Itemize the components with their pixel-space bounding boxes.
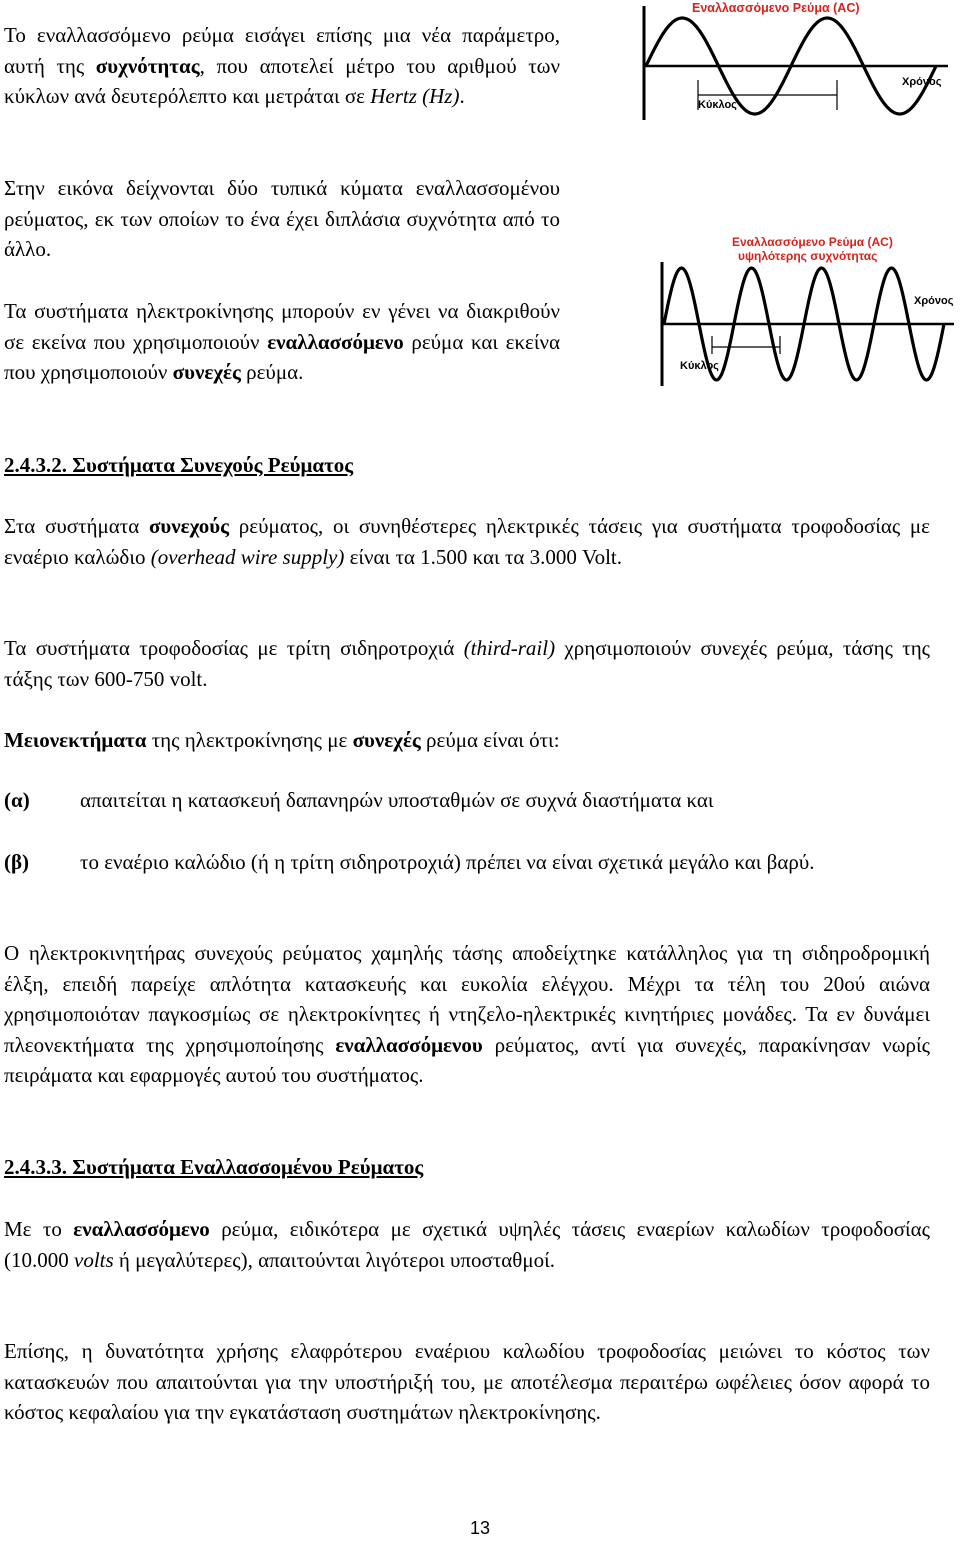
section-heading-ac: 2.4.3.3. Συστήματα Εναλλασσομένου Ρεύματος bbox=[4, 1155, 424, 1179]
ac-high-frequency-subtitle: υψηλότερης συχνότητας bbox=[738, 249, 878, 263]
dc-paragraph-history: Ο ηλεκτροκινητήρας συνεχούς ρεύματος χαμηλής τάσης αποδείχτηκε κατάλληλος για τη σιδηροδρομική έλξη, επειδή παρείχε απλότητα κατασκευής και ευκολία ελέγχου. Μέχρι τα τέλη του 20ού αιώνα χρησιμοποιόταν παγκοσμίως σε ηλεκτροκίνητες ή ντηζελο-ηλεκτρικές κινητήριες μονάδες. Τα εν δυνάμει πλεονεκτήματα της χρησιμοποίησης εναλλασσόμενου ρεύματος, αντί για συνεχές, παρακίνησαν νωρίς πειράματα και εφαρμογές αυτού του συστήματος. bbox=[4, 941, 930, 1087]
ac-high-frequency-title: Εναλλασσόμενο Ρεύμα (AC) bbox=[732, 235, 893, 249]
ac-wave-figure bbox=[640, 0, 960, 122]
intro-paragraph-frequency: Το εναλλασσόμενο ρεύμα εισάγει επίσης μια νέα παράμετρο, αυτή της συχνότητας, που αποτελεί μέτρο του αριθμού των κύκλων ανά δευτερόλεπτο και μετράται σε Hertz (Hz). bbox=[4, 23, 560, 108]
list-label-a: (α) bbox=[4, 788, 30, 812]
intro-paragraph-systems: Τα συστήματα ηλεκτροκίνησης μπορούν εν γένει να διακριθούν σε εκείνα που χρησιμοποιούν εναλλασσόμενο ρεύμα και εκείνα που χρησιμοποιούν συνεχές ρεύμα. bbox=[4, 299, 561, 384]
ac-high-frequency-figure bbox=[652, 226, 960, 392]
ac-paragraph-substations: Με το εναλλασσόμενο ρεύμα, ειδικότερα με σχετικά υψηλές τάσεις εναερίων καλωδίων τροφοδοσίας (10.000 volts ή μεγαλύτερες), απαιτούνται λιγότεροι υποσταθμοί. bbox=[4, 1217, 930, 1272]
ac-wave-cycle-label: Κύκλος bbox=[698, 99, 737, 111]
list-item-a: απαιτείται η κατασκευή δαπανηρών υποσταθμών σε συχνά διαστήματα και bbox=[80, 788, 714, 812]
emphasis-frequency: συχνότητας bbox=[95, 53, 200, 78]
intro-paragraph-figure: Στην εικόνα δείχνονται δύο τυπικά κύματα εναλλασσομένου ρεύματος, εκ των οποίων το ένα έχει διπλάσια συχνότητα από το άλλο. bbox=[4, 176, 560, 261]
page-number: 13 bbox=[469, 1518, 491, 1538]
ac-wave-title: Εναλλασσόμενο Ρεύμα (AC) bbox=[692, 1, 860, 15]
ac-high-frequency-cycle-label: Κύκλος bbox=[680, 360, 719, 372]
dc-paragraph-third-rail: Τα συστήματα τροφοδοσίας με τρίτη σιδηροτροχιά (third-rail) χρησιμοποιούν συνεχές ρεύμα, τάσης της τάξης των 600-750 volt. bbox=[4, 636, 930, 691]
ac-paragraph-costs: Επίσης, η δυνατότητα χρήσης ελαφρότερου εναέριου καλωδίου τροφοδοσίας μειώνει το κόστος των κατασκευών που απαιτούνται για την υποστήριξή του, με αποτέλεσμα περαιτέρω ωφέλειες όσον αφορά το κόστος κεφαλαίου για την εγκατάσταση συστημάτων ηλεκτροκίνησης. bbox=[4, 1339, 930, 1424]
ac-high-frequency-time-label: Χρόνος bbox=[914, 295, 954, 307]
list-label-b: (β) bbox=[4, 850, 30, 874]
list-item-b: το εναέριο καλώδιο (ή η τρίτη σιδηροτροχιά) πρέπει να είναι σχετικά μεγάλο και βαρύ. bbox=[80, 850, 815, 874]
dc-paragraph-disadvantages: Μειονεκτήματα της ηλεκτροκίνησης με συνεχές ρεύμα είναι ότι: bbox=[4, 728, 560, 752]
ac-wave-time-label: Χρόνος bbox=[902, 76, 942, 88]
section-heading-dc: 2.4.3.2. Συστήματα Συνεχούς Ρεύματος bbox=[4, 453, 354, 477]
dc-paragraph-voltages: Στα συστήματα συνεχούς ρεύματος, οι συνηθέστερες ηλεκτρικές τάσεις για συστήματα τροφοδοσίας με εναέριο καλώδιο (overhead wire supply) είναι τα 1.500 και τα 3.000 Volt. bbox=[4, 514, 930, 569]
